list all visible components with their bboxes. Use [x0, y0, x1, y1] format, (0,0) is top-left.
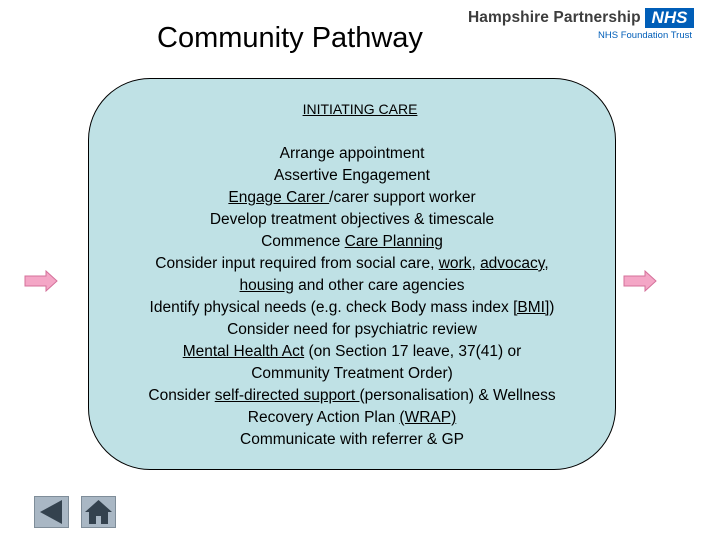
pathway-arrow-out-icon[interactable] — [623, 270, 657, 292]
panel-text: , — [471, 255, 481, 272]
panel-line — [88, 385, 616, 407]
panel-text: , — [544, 255, 549, 272]
panel-link-text[interactable]: Engage Carer — [228, 189, 330, 206]
panel-line — [88, 209, 616, 231]
panel-link-text[interactable]: (WRAP) — [399, 409, 457, 426]
panel-line — [88, 275, 616, 297]
panel-text: Communicate with referrer & GP — [240, 431, 464, 448]
panel-link-text[interactable]: housing — [239, 277, 294, 294]
panel-line — [88, 341, 616, 363]
panel-link-text[interactable]: advocacy — [480, 255, 545, 272]
panel-text: (personalisation) & Wellness — [359, 387, 556, 404]
panel-heading: INITIATING CARE — [302, 101, 418, 117]
panel-lines — [88, 143, 616, 451]
panel-line — [88, 143, 616, 165]
panel-line — [88, 407, 616, 429]
panel-text: Recovery Action Plan — [247, 409, 400, 426]
panel-text: Community Treatment Order) — [251, 365, 453, 382]
home-button[interactable] — [81, 496, 116, 528]
logo-trust: NHS Foundation Trust — [598, 30, 692, 41]
panel-link-text[interactable]: self-directed support — [214, 387, 360, 404]
panel-line — [88, 165, 616, 187]
panel-text: Arrange appointment — [279, 145, 425, 162]
pathway-arrow-in-icon[interactable] — [24, 270, 58, 292]
panel-text: Consider input required from social care, — [155, 255, 439, 272]
panel-text: Assertive Engagement — [274, 167, 430, 184]
panel-line — [88, 363, 616, 385]
back-button[interactable] — [34, 496, 69, 528]
panel-text: Develop treatment objectives & timescale — [209, 211, 495, 228]
panel-text: Identify physical needs (e.g. check Body mass index — [149, 299, 514, 316]
panel-line — [88, 297, 616, 319]
panel-text: ) — [549, 299, 555, 316]
panel-link-text[interactable]: Mental Health Act — [182, 343, 305, 360]
nhs-badge: NHS — [645, 8, 694, 28]
panel-line — [88, 319, 616, 341]
panel-text: and other care agencies — [293, 277, 465, 294]
nhs-trust-logo — [468, 8, 694, 42]
panel-link-text[interactable]: Care Planning — [344, 233, 443, 250]
panel-text: Consider — [148, 387, 215, 404]
panel-line — [88, 429, 616, 451]
panel-line — [88, 187, 616, 209]
logo-organisation: Hampshire Partnership — [468, 9, 641, 26]
panel-text: (on Section 17 leave, 37(41) or — [304, 343, 522, 360]
panel-text: Consider need for psychiatric review — [227, 321, 477, 338]
panel-text: /carer support worker — [329, 189, 476, 206]
panel-line — [88, 231, 616, 253]
panel-link-text[interactable]: [BMI] — [513, 299, 550, 316]
panel-link-text[interactable]: work — [438, 255, 472, 272]
page-title: Community Pathway — [157, 22, 423, 54]
panel-text: Commence — [261, 233, 345, 250]
panel-line — [88, 253, 616, 275]
